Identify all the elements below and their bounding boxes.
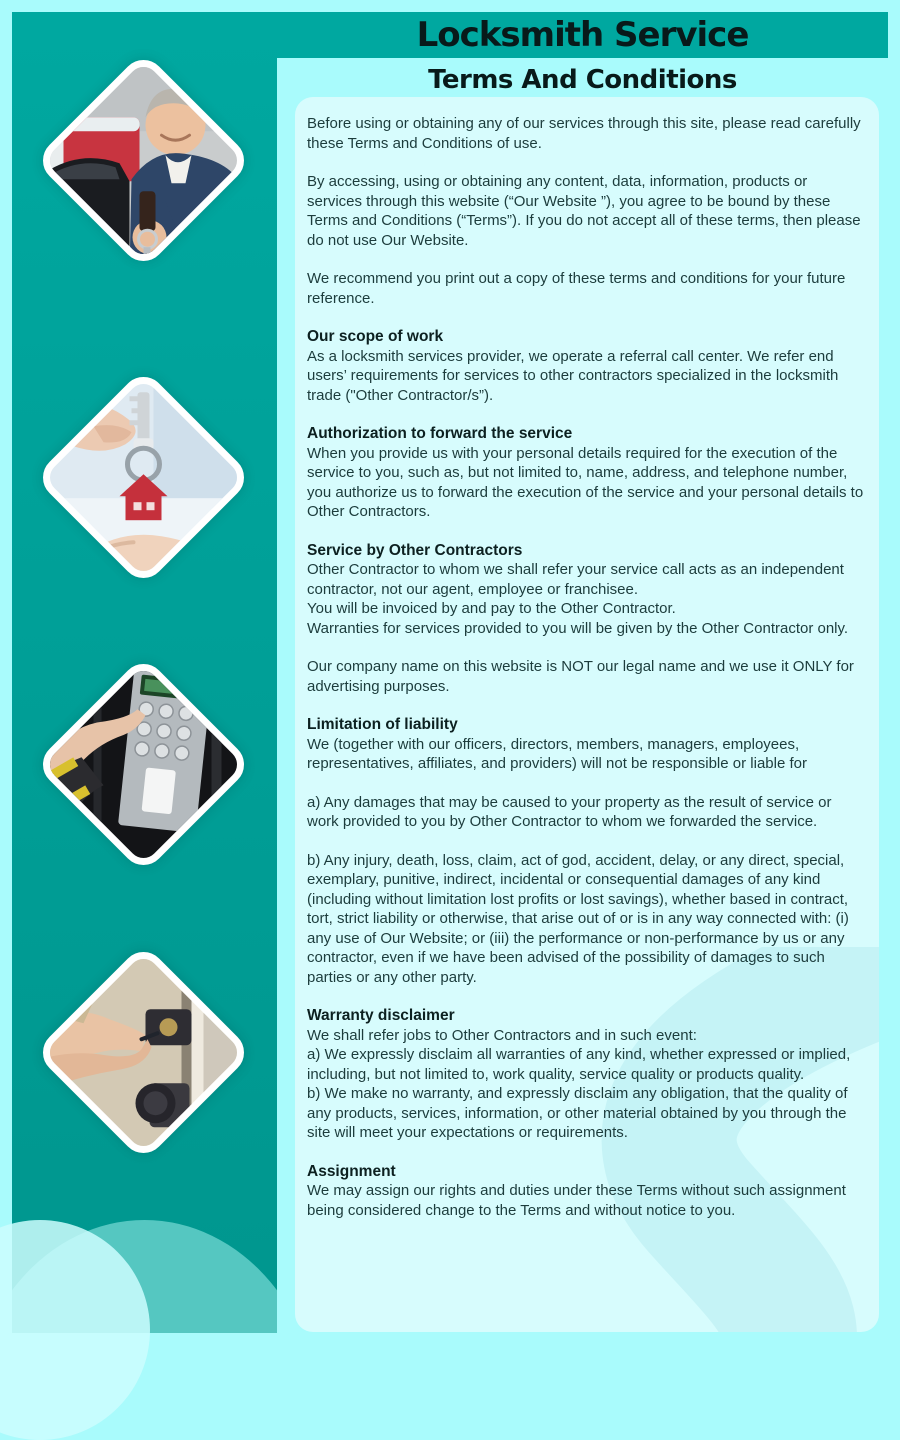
section-heading: Our scope of work (307, 328, 444, 345)
terms-paragraph: You will be invoiced by and pay to the Other Contractor. (307, 600, 676, 617)
terms-paragraph: b) Any injury, death, loss, claim, act of god, accident, delay, or any direct, special, exemplary, punitive, indirect, incidental or consequential damages of any kind (including without limitation lost profits or lost savings), whether based in contract, tort, strict liability or otherwise, that arise out of or is in any way connected with: (i) any use of Our Website; or (iii) the performance or non-performance by us or any contractor, even if we have been advised of the possibility of damages to such parties or any other party. (307, 851, 849, 986)
terms-panel (295, 97, 879, 1332)
photo-diamond-locksmith (34, 51, 253, 270)
section-heading: Service by Other Contractors (307, 541, 523, 559)
terms-paragraph: We shall refer jobs to Other Contractors and in such event: (307, 1026, 697, 1044)
terms-paragraph: We recommend you print out a copy of these terms and conditions for your future reference. (307, 270, 846, 307)
terms-paragraph: Other Contractor to whom we shall refer your service call acts as an independent contractor, not our agent, employee or franchisee. (307, 561, 844, 598)
photo-diamond-door-lock (34, 943, 253, 1162)
terms-paragraph: Warranties for services provided to you will be given by the Other Contractor only. (307, 619, 849, 637)
terms-paragraph: By accessing, using or obtaining any content, data, information, products or services through this website (“Our Website ”), you agree to be bound by these Terms and Conditions (“Terms”). If you do not accept all of these terms, then please do not use Our Website. (307, 173, 861, 249)
terms-paragraph: When you provide us with your personal details required for the execution of the service to you, such as, but not limited to, name, address, and telephone number, you authorize us to forward the execution of the service and your personal details to Other Contractors. (307, 444, 864, 520)
terms-panel-blocks (295, 97, 879, 1234)
photo-diamond-keypad (34, 655, 253, 874)
page-title: Locksmith Service (416, 15, 749, 55)
terms-paragraph: a) We expressly disclaim all warranties of any kind, whether expressed or implied, including, but not limited to, work quality, service quality or products quality. (307, 1046, 851, 1083)
terms-paragraph: As a locksmith services provider, we operate a referral call center. We refer end users’ requirements for services to other contractors specialized in the locksmith trade ("Other Contractor/s”). (307, 347, 839, 404)
terms-paragraph: We (together with our officers, directors, members, managers, employees, representatives, affiliates, and providers) will not be responsible or liable for (307, 735, 807, 772)
terms-paragraph: b) We make no warranty, and expressly disclaim any obligation, that the quality of any products, services, information, or other material obtained by you through the site will meet your expectations or requirements. (307, 1085, 848, 1141)
section-heading: Assignment (307, 1162, 396, 1180)
keypad-photo (34, 655, 253, 874)
terms-paragraph: Our company name on this website is NOT our legal name and we use it ONLY for advertising purposes. (307, 658, 854, 695)
door-lock-photo (34, 943, 253, 1162)
locksmith-photo (34, 51, 253, 270)
terms-paragraph: Before using or obtaining any of our services through this site, please read carefully these Terms and Conditions of use. (307, 115, 861, 152)
photo-diamond-key-handover (34, 368, 253, 587)
key-handover-photo (34, 368, 253, 587)
section-heading: Warranty disclaimer (307, 1007, 455, 1024)
terms-paragraph: We may assign our rights and duties under these Terms without such assignment being considered change to the Terms and without notice to you. (307, 1182, 846, 1219)
section-heading: Authorization to forward the service (307, 425, 573, 442)
page-subtitle: Terms And Conditions (428, 65, 737, 95)
terms-paragraph: a) Any damages that may be caused to your property as the result of service or work provided to you by Other Contractor to whom we forwarded the service. (307, 793, 832, 830)
photo-sidebar (12, 12, 277, 1333)
section-heading: Limitation of liability (307, 716, 458, 733)
